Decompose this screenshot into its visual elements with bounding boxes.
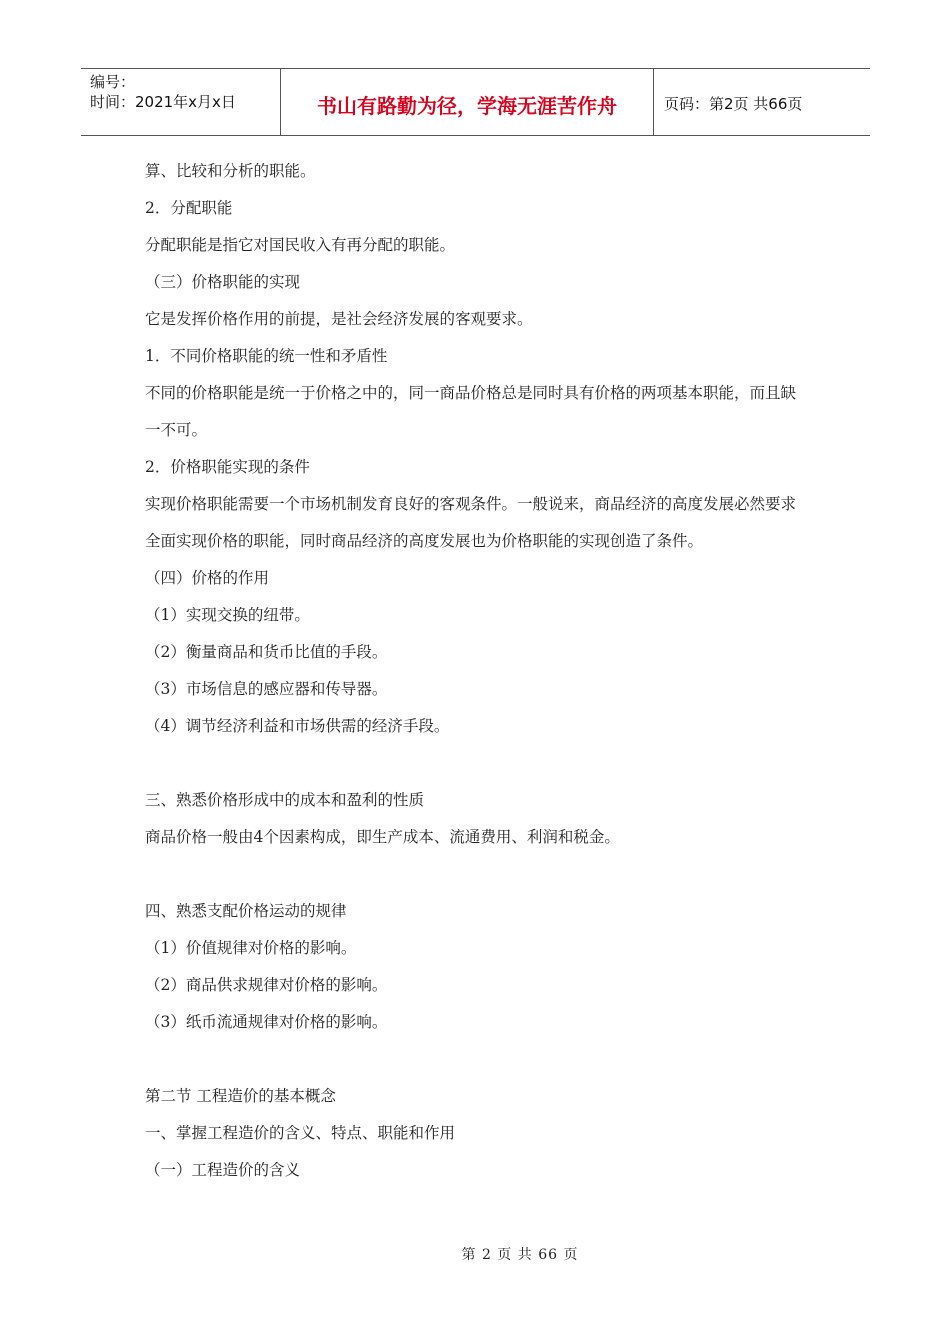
- spacer: [145, 856, 805, 893]
- list-item: （4）调节经济利益和市场供需的经济手段。: [145, 717, 450, 735]
- paragraph: 实现价格职能需要一个市场机制发育良好的客观条件。一般说来，商品经济的高度发展必然要求全面实现价格的职能，同时商品经济的高度发展也为价格职能的实现创造了条件。: [145, 495, 797, 550]
- list-item: （2）商品供求规律对价格的影响。: [145, 976, 388, 994]
- section-heading: 四、熟悉支配价格运动的规律: [145, 902, 347, 920]
- list-item: （3）纸币流通规律对价格的影响。: [145, 1013, 388, 1031]
- header-meta: [81, 69, 281, 135]
- subheading: （四）价格的作用: [145, 569, 270, 587]
- subheading: （一）工程造价的含义: [145, 1161, 301, 1179]
- subheading: 2．价格职能实现的条件: [145, 458, 310, 476]
- list-item: （2）衡量商品和货币比值的手段。: [145, 643, 388, 661]
- paragraph: 它是发挥价格作用的前提，是社会经济发展的客观要求。: [145, 310, 533, 328]
- paragraph: 算、比较和分析的职能。: [145, 162, 316, 180]
- header-page-info: 页码：第2页 共66页: [664, 94, 803, 113]
- spacer: [145, 1041, 805, 1078]
- page-header: [81, 68, 870, 136]
- paragraph: 分配职能是指它对国民收入有再分配的职能。: [145, 236, 456, 254]
- serial-number-label: 编号：: [90, 73, 136, 91]
- footer-page-number: 第 2 页 共 66 页: [461, 1247, 579, 1263]
- spacer: [145, 745, 805, 782]
- list-item: （1）价值规律对价格的影响。: [145, 939, 357, 957]
- list-item: （1）实现交换的纽带。: [145, 606, 310, 624]
- chapter-heading: 第二节 工程造价的基本概念: [145, 1087, 336, 1105]
- section-heading: 一、掌握工程造价的含义、特点、职能和作用: [145, 1124, 456, 1142]
- paragraph: 商品价格一般由4个因素构成，即生产成本、流通费用、利润和税金。: [145, 828, 620, 846]
- subheading: 1．不同价格职能的统一性和矛盾性: [145, 347, 388, 365]
- date-label: 时间：2021年x月x日: [90, 93, 236, 111]
- section-heading: 三、熟悉价格形成中的成本和盈利的性质: [145, 791, 425, 809]
- subheading: 2．分配职能: [145, 199, 233, 217]
- paragraph: 不同的价格职能是统一于价格之中的，同一商品价格总是同时具有价格的两项基本职能，而且缺一不可。: [145, 384, 797, 439]
- subheading: （三）价格职能的实现: [145, 273, 301, 291]
- list-item: （3）市场信息的感应器和传导器。: [145, 680, 388, 698]
- page-footer: [0, 1244, 950, 1264]
- header-motto: 书山有路勤为径，学海无涯苦作舟: [281, 69, 654, 135]
- document-body: [145, 153, 805, 1189]
